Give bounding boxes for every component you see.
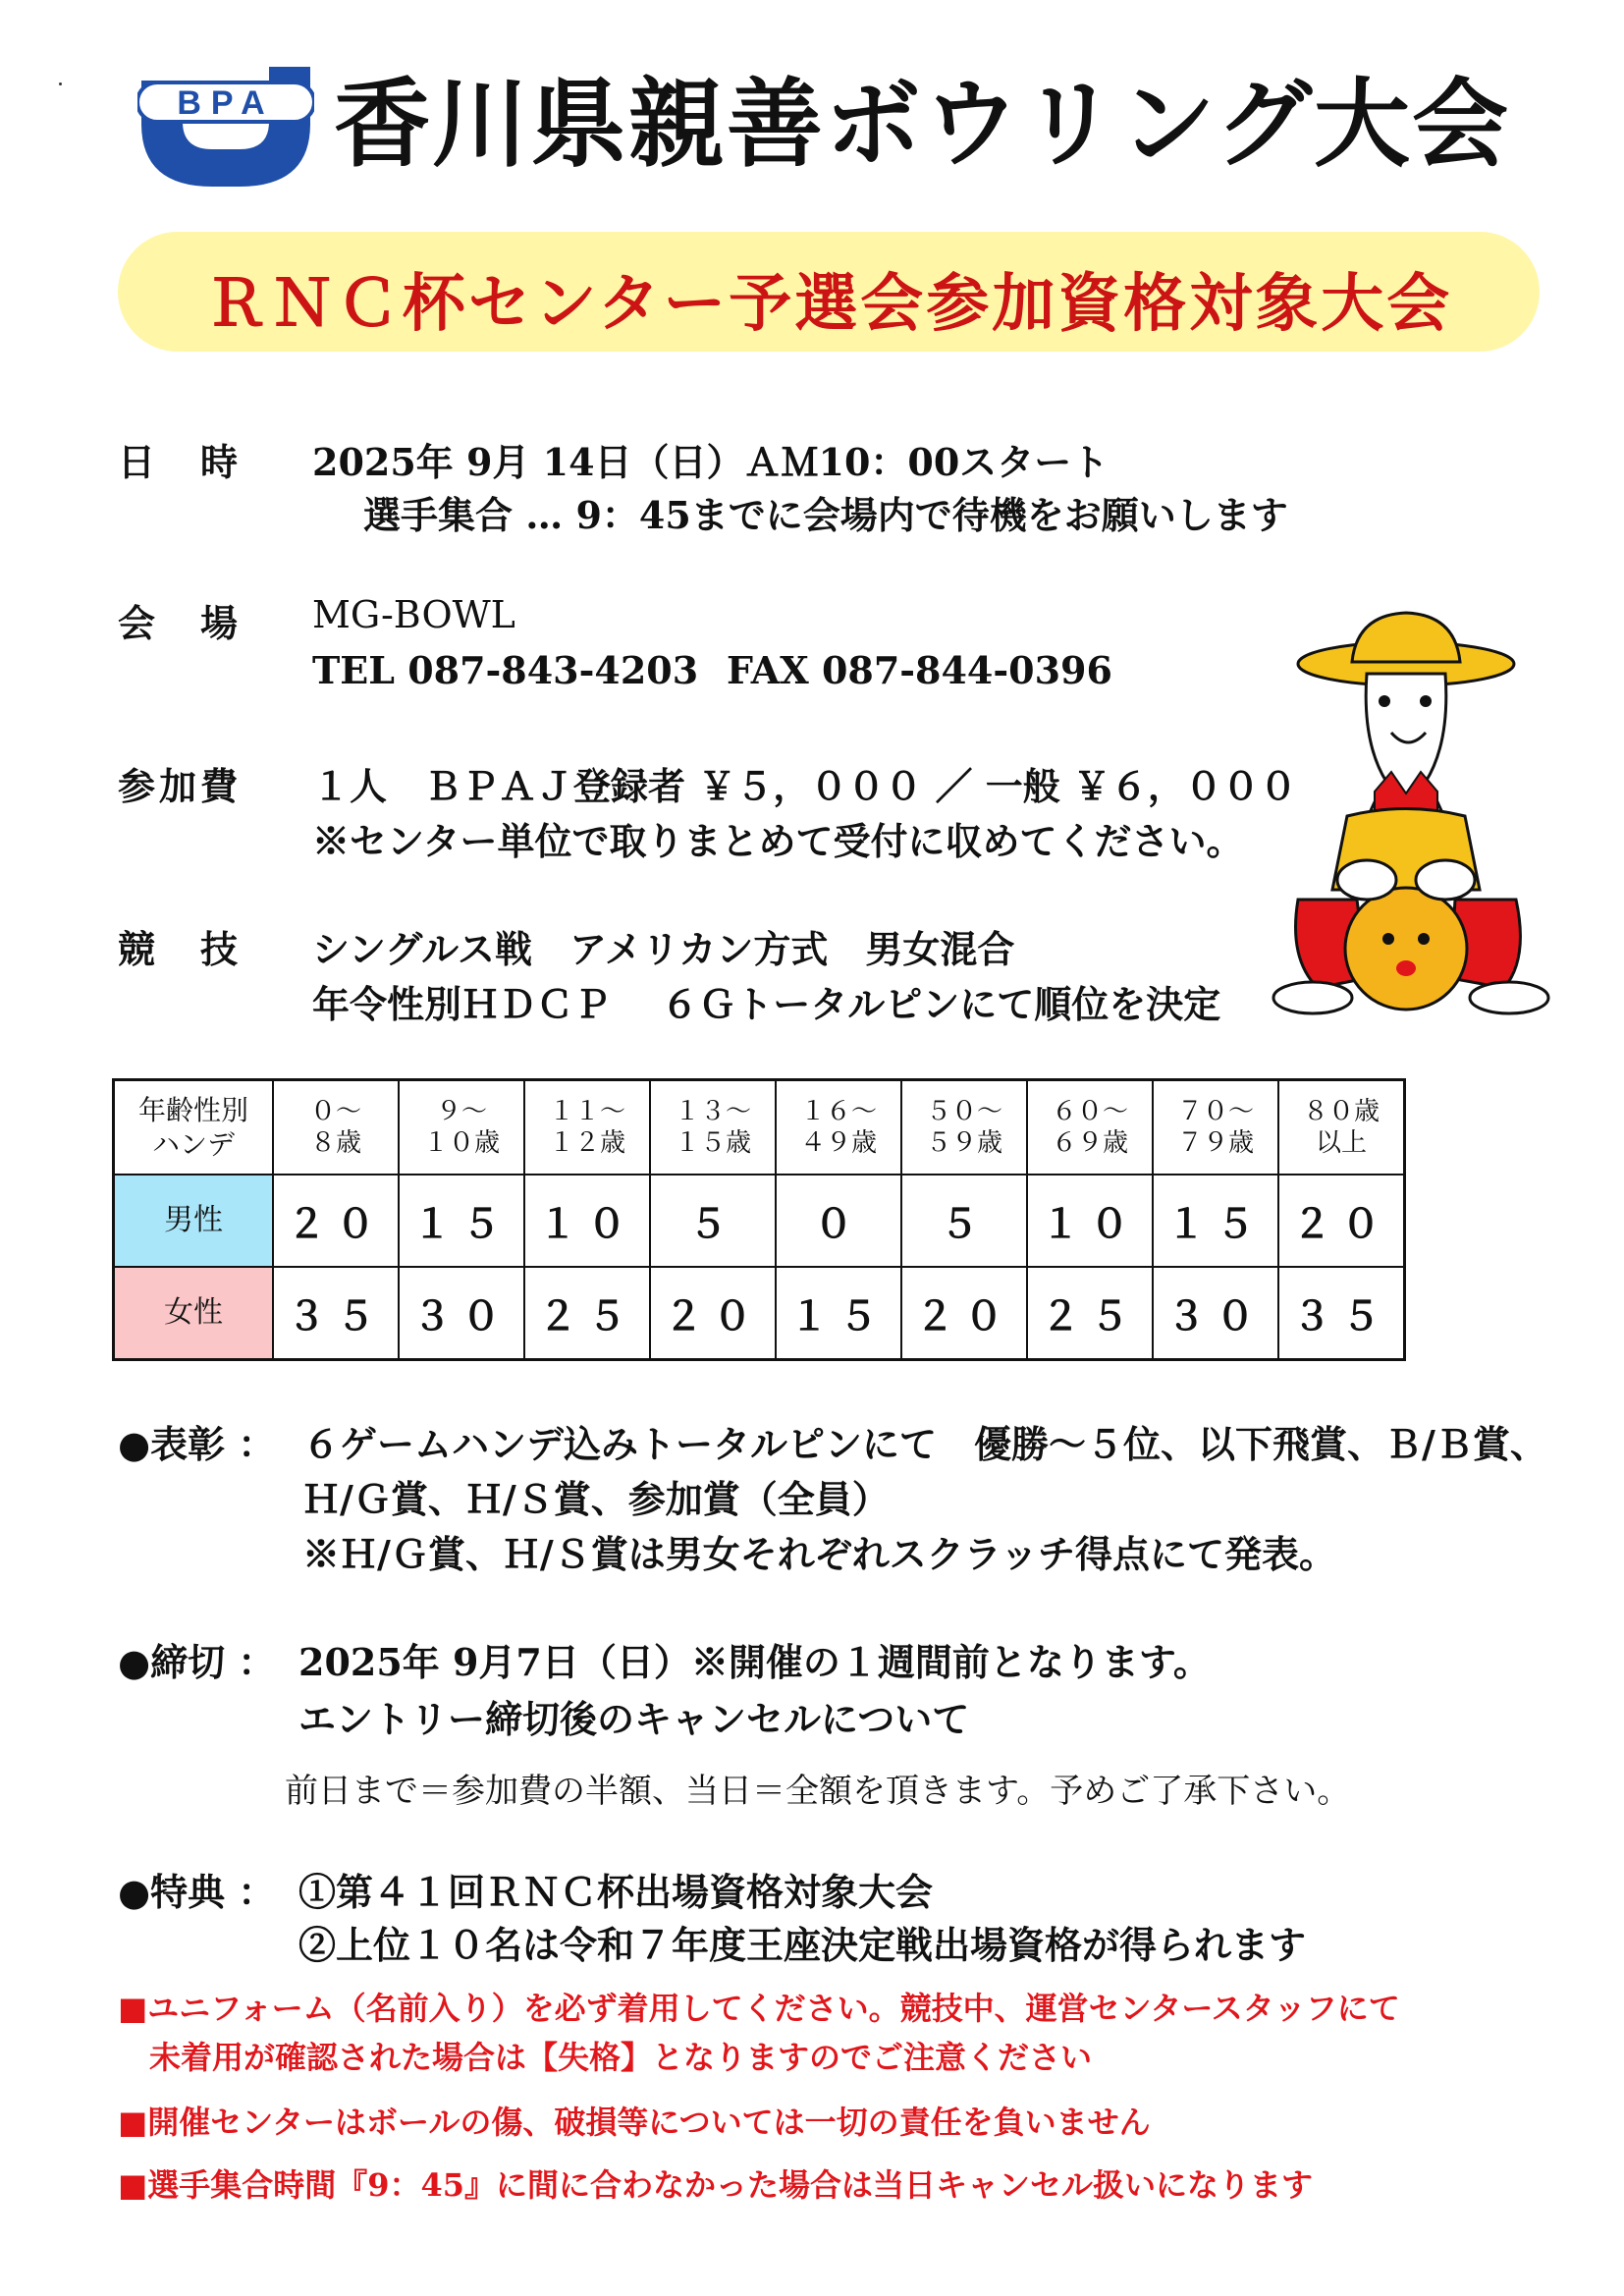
page-title: 香川県親善ボウリング大会 [334, 68, 1511, 181]
award-line3: ※Ｈ/Ｇ賞、Ｈ/Ｓ賞は男女それぞれスクラッチ得点にて発表。 [302, 1532, 1337, 1576]
age-line1: ８０歳 [1302, 1096, 1380, 1126]
header-first-line2: ハンデ [151, 1128, 235, 1161]
deadline-line2: エントリー締切後のキャンセルについて [298, 1697, 970, 1741]
female-hdcp-cell: ３０ [399, 1267, 524, 1360]
venue-name: MG-BOWL [312, 593, 515, 636]
speck [59, 82, 62, 85]
fee-line2: ※センター単位で取りまとめて受付に収めてください。 [312, 819, 1244, 863]
female-hdcp-cell: ３０ [1153, 1267, 1278, 1360]
male-hdcp-cell: ０ [776, 1175, 901, 1267]
benefit-line1: ①第４１回ＲＮＣ杯出場資格対象大会 [298, 1870, 934, 1914]
female-hdcp-cell: １５ [776, 1267, 901, 1360]
award-label: ●表彰 ： [118, 1422, 276, 1466]
age-line2: 以上 [1315, 1128, 1367, 1158]
game-line1: シングルス戦 アメリカン方式 男女混合 [312, 927, 1015, 971]
datetime-line1: 2025年 9月 14日（日）ＡＭ10：00スタート [312, 440, 1110, 484]
age-line2: ５９歳 [925, 1128, 1002, 1158]
logo-text: BPA [177, 84, 275, 122]
age-line2: １５歳 [674, 1128, 751, 1158]
notice-uniform: ■ユニフォーム（名前入り）を必ず着用してください。競技中、運営センタースタッフにて [118, 1990, 1400, 2027]
female-hdcp-cell: ３５ [1278, 1267, 1405, 1360]
award-line2: Ｈ/Ｇ賞、Ｈ/Ｓ賞、参加賞（全員） [302, 1477, 890, 1521]
bpaj-logo [137, 63, 314, 191]
fee-line1: １人 ＢＰＡＪ登録者 ￥５，０００ ／ 一般 ￥６，０００ [312, 764, 1297, 808]
female-hdcp-cell: ３５ [273, 1267, 399, 1360]
deadline-line3: 前日まで＝参加費の半額、当日＝全額を頂きます。予めご了承下さい。 [285, 1772, 1351, 1811]
venue-tel: TEL 087-843-4203 [312, 648, 699, 692]
award-line1: ６ゲームハンデ込みトータルピンにて 優勝～５位、以下飛賞、Ｂ/Ｂ賞、 [302, 1422, 1547, 1466]
age-line2: ６９歳 [1051, 1128, 1128, 1158]
age-line1: １３～ [674, 1096, 751, 1126]
age-header [524, 1080, 650, 1175]
venue-fax: FAX 087-844-0396 [727, 648, 1112, 692]
notice-late-cancel: ■選手集合時間『9：45』に間に合わなかった場合は当日キャンセル扱いになります [118, 2166, 1314, 2204]
age-header [273, 1080, 399, 1175]
datetime-label: 日 時 [118, 440, 243, 484]
handicap-table [112, 1078, 1406, 1361]
benefit-label: ●特典 ： [118, 1870, 276, 1914]
age-header [650, 1080, 776, 1175]
male-label: 男性 [114, 1175, 274, 1267]
venue-label: 会 場 [118, 601, 243, 645]
fee-label: 参加費 [118, 764, 243, 808]
male-hdcp-cell: ２０ [273, 1175, 399, 1267]
deadline-label: ●締切 ： [118, 1640, 276, 1684]
age-line2: ４９歳 [799, 1128, 877, 1158]
male-hdcp-cell: ５ [901, 1175, 1027, 1267]
age-line2: ８歳 [309, 1128, 361, 1158]
age-line1: ０～ [309, 1096, 361, 1126]
table-row-female [114, 1267, 1405, 1360]
female-hdcp-cell: ２０ [901, 1267, 1027, 1360]
age-header [1153, 1080, 1278, 1175]
male-hdcp-cell: １５ [399, 1175, 524, 1267]
female-hdcp-cell: ２５ [524, 1267, 650, 1360]
age-header [901, 1080, 1027, 1175]
male-hdcp-cell: １５ [1153, 1175, 1278, 1267]
age-line2: １０歳 [422, 1128, 500, 1158]
datetime-line2: 選手集合 … 9：45までに会場内で待機をお願いします [363, 493, 1288, 537]
age-header [1278, 1080, 1405, 1175]
notice-liability: ■開催センターはボールの傷、破損等については一切の責任を負いません [118, 2104, 1151, 2141]
male-hdcp-cell: １０ [1027, 1175, 1153, 1267]
age-line2: ７９歳 [1176, 1128, 1254, 1158]
age-header [399, 1080, 524, 1175]
table-header-first [114, 1080, 274, 1175]
female-label: 女性 [114, 1267, 274, 1360]
age-line1: ９～ [435, 1096, 487, 1126]
age-header [776, 1080, 901, 1175]
header-first-line1: 年齢性別 [137, 1094, 248, 1126]
table-header-row [114, 1080, 1405, 1175]
title-banner [118, 232, 1540, 352]
male-hdcp-cell: ２０ [1278, 1175, 1405, 1267]
banner-text: ＲＮＣ杯センター予選会参加資格対象大会 [204, 267, 1453, 341]
benefit-line2: ②上位１０名は令和７年度王座決定戦出場資格が得られます [298, 1923, 1307, 1967]
age-line1: １６～ [799, 1096, 877, 1126]
female-hdcp-cell: ２５ [1027, 1267, 1153, 1360]
age-line1: ６０～ [1051, 1096, 1128, 1126]
age-line1: ５０～ [925, 1096, 1002, 1126]
game-line2: 年令性別ＨＤＣＰ ６Ｇトータルピンにて順位を決定 [312, 982, 1221, 1026]
table-row-male [114, 1175, 1405, 1267]
male-hdcp-cell: １０ [524, 1175, 650, 1267]
male-hdcp-cell: ５ [650, 1175, 776, 1267]
age-line1: ７０～ [1176, 1096, 1254, 1126]
age-line1: １１～ [548, 1096, 625, 1126]
notice-uniform-cont: 未着用が確認された場合は【失格】となりますのでご注意ください [149, 2039, 1093, 2076]
deadline-line1: 2025年 9月7日（日）※開催の１週間前となります。 [298, 1640, 1211, 1684]
age-header [1027, 1080, 1153, 1175]
age-line2: １２歳 [548, 1128, 625, 1158]
bowling-pin-mascot-illustration [1259, 605, 1553, 1037]
game-label: 競 技 [118, 927, 243, 971]
female-hdcp-cell: ２０ [650, 1267, 776, 1360]
